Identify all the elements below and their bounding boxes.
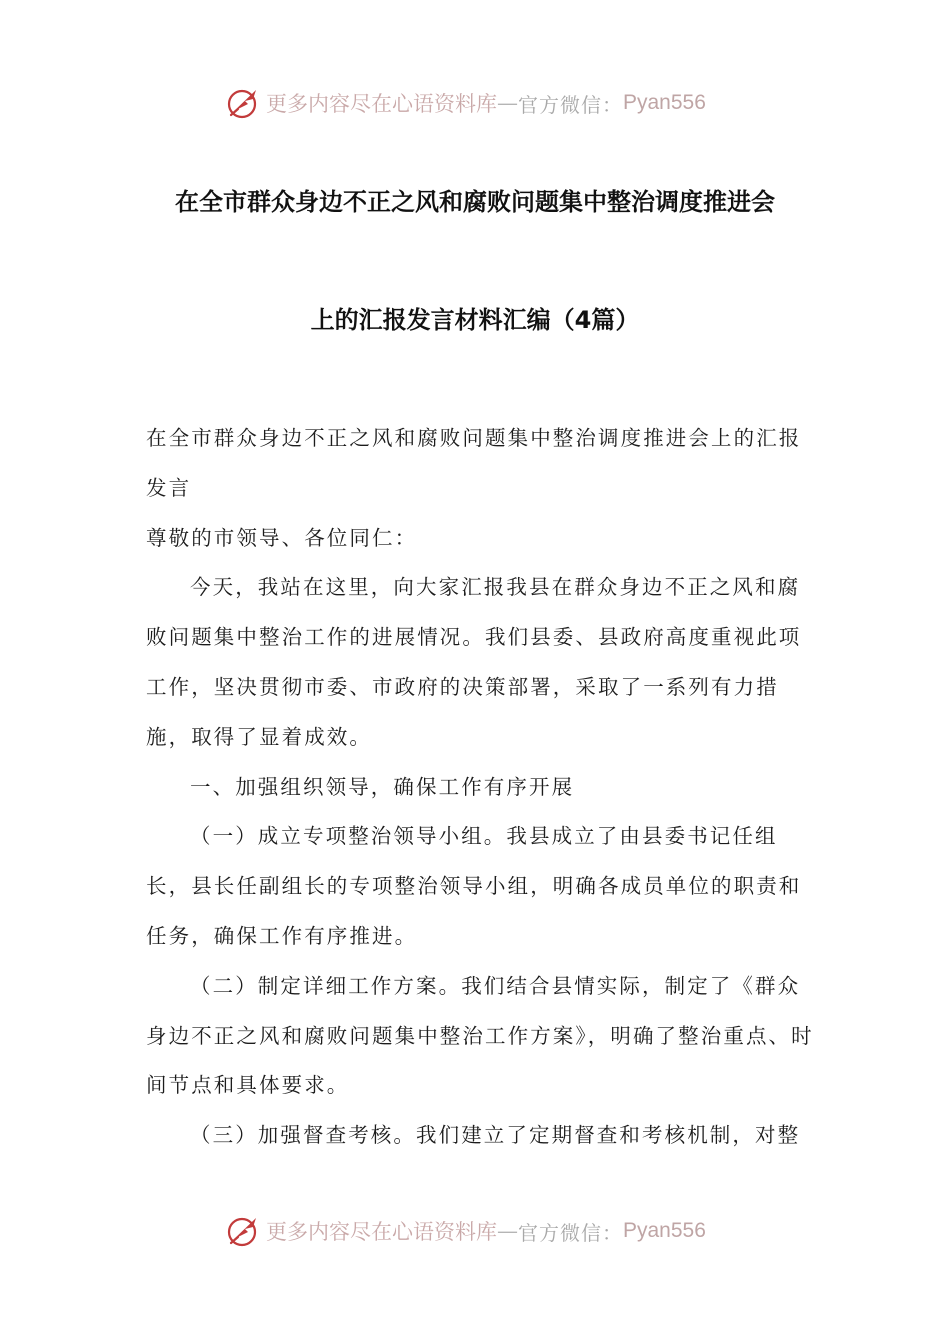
document-title-line-2: 上的汇报发言材料汇编（4篇）: [310, 306, 640, 334]
header-watermark-banner: [226, 83, 746, 123]
salutation: 尊敬的市领导、各位同仁：: [146, 525, 418, 550]
watermark-site-text: 更多内容尽在心语资料库: [266, 1220, 497, 1244]
body-paragraph: （三）加强督查考核。我们建立了定期督查和考核机制，对整: [190, 1123, 801, 1148]
document-title-line-1: 在全市群众身边不正之风和腐败问题集中整治调度推进会: [175, 188, 775, 216]
watermark-wechat-label: 官方微信：: [518, 1220, 623, 1245]
quill-logo-icon: [226, 85, 262, 121]
body-paragraph: （二）制定详细工作方案。我们结合县情实际，制定了《群众身边不正之风和腐败问题集中整治工作方案》，明确了整治重点、时间节点和具体要求。: [146, 973, 814, 1098]
section-heading: 一、加强组织领导，确保工作有序开展: [190, 774, 575, 799]
watermark-separator: —: [497, 1219, 518, 1243]
section-subtitle: 在全市群众身边不正之风和腐败问题集中整治调度推进会上的汇报发言: [146, 426, 802, 500]
quill-logo-icon: [226, 1213, 262, 1249]
footer-watermark-banner: [226, 1211, 746, 1251]
watermark-wechat-id: Pyan556: [623, 1219, 706, 1242]
body-paragraph: 今天，我站在这里，向大家汇报我县在群众身边不正之风和腐败问题集中整治工作的进展情况。我们县委、县政府高度重视此项工作，坚决贯彻市委、市政府的决策部署，采取了一系列有力措施，取得了显着成效。: [146, 575, 802, 749]
body-paragraph: （一）成立专项整治领导小组。我县成立了由县委书记任组长，县长任副组长的专项整治领导小组，明确各成员单位的职责和任务，确保工作有序推进。: [146, 824, 802, 948]
watermark-wechat-label: 官方微信：: [518, 92, 623, 117]
watermark-site-text: 更多内容尽在心语资料库: [266, 92, 497, 116]
watermark-separator: —: [497, 91, 518, 115]
watermark-wechat-id: Pyan556: [623, 91, 706, 114]
document-body: [146, 414, 818, 1161]
